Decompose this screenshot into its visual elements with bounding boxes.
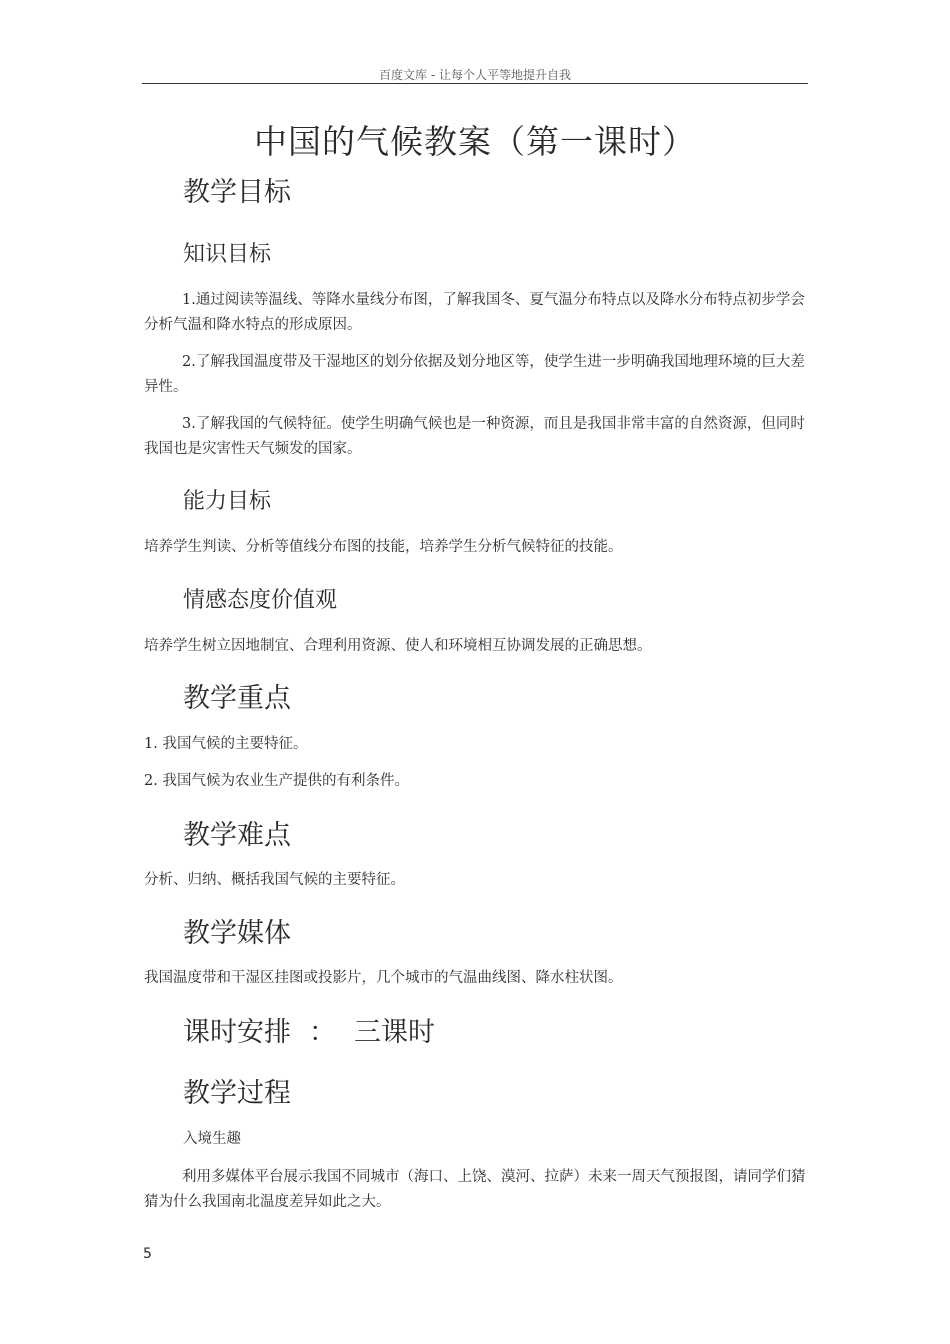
- key-item-1: 1. 我国气候的主要特征。: [144, 736, 308, 752]
- heading-values-goals: 情感态度价值观: [183, 588, 338, 613]
- schedule-value: 三课时: [354, 1017, 435, 1048]
- values-text: 培养学生树立因地制宜、合理利用资源、使人和环境相互协调发展的正确思想。: [144, 638, 652, 654]
- schedule-line: [183, 1010, 435, 1049]
- knowledge-item-1: 1.通过阅读等温线、等降水量线分布图，了解我国冬、夏气温分布特点以及降水分布特点初步学会分析气温和降水特点的形成原因。: [144, 292, 805, 333]
- heading-media: 教学媒体: [183, 918, 291, 949]
- intro-text: 利用多媒体平台展示我国不同城市（海口、上饶、漠河、拉萨）未来一周天气预报图，请同学们猜猜为什么我国南北温度差异如此之大。: [144, 1169, 806, 1210]
- difficulties-text: 分析、归纳、概括我国气候的主要特征。: [144, 872, 405, 888]
- knowledge-item-2: 2.了解我国温度带及干湿地区的划分依据及划分地区等，使学生进一步明确我国地理环境的巨大差异性。: [144, 354, 805, 395]
- heading-knowledge-goals: 知识目标: [183, 242, 272, 267]
- heading-difficulties: 教学难点: [183, 820, 291, 851]
- ability-text: 培养学生判读、分析等值线分布图的技能，培养学生分析气候特征的技能。: [144, 539, 623, 555]
- page-number: 5: [143, 1246, 152, 1262]
- intro-label: 入境生趣: [183, 1131, 241, 1147]
- header-rule: [142, 83, 808, 84]
- heading-process: 教学过程: [183, 1078, 291, 1109]
- schedule-label: 课时安排: [183, 1017, 291, 1048]
- schedule-colon: ：: [309, 1017, 336, 1048]
- heading-teaching-goals: 教学目标: [183, 177, 291, 208]
- knowledge-item-3: 3.了解我国的气候特征。使学生明确气候也是一种资源，而且是我国非常丰富的自然资源，但同时我国也是灾害性天气频发的国家。: [144, 416, 805, 457]
- heading-ability-goals: 能力目标: [183, 489, 272, 514]
- key-item-2: 2. 我国气候为农业生产提供的有利条件。: [144, 773, 409, 789]
- media-text: 我国温度带和干湿区挂图或投影片，几个城市的气温曲线图、降水柱状图。: [144, 970, 623, 986]
- page-header: 百度文库 - 让每个人平等地提升自我: [379, 68, 571, 82]
- heading-key-points: 教学重点: [183, 683, 291, 714]
- document-title: 中国的气候教案（第一课时）: [254, 122, 696, 161]
